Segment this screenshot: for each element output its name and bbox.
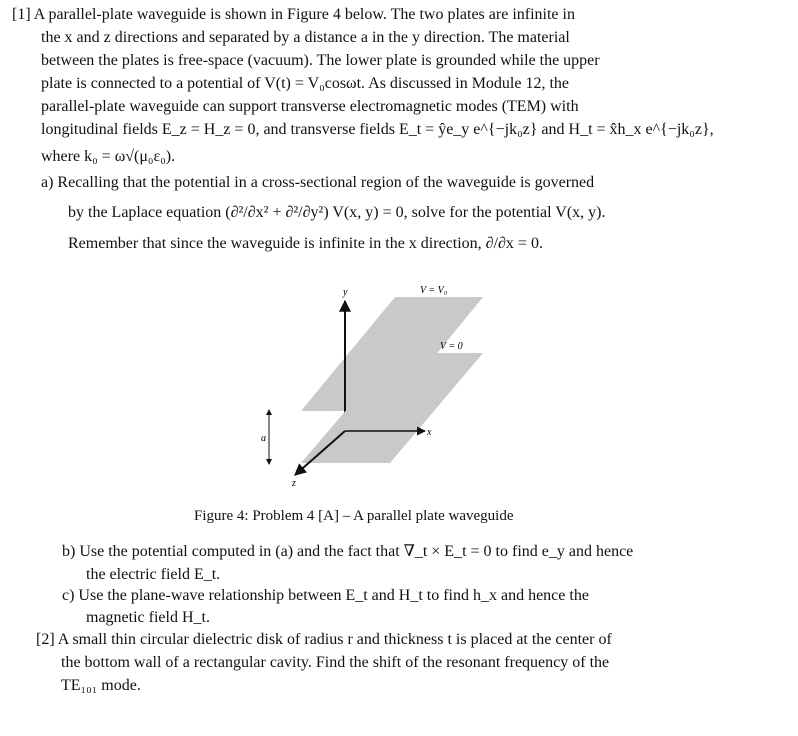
figure-caption: Figure 4: Problem 4 [A] – A parallel plate waveguide bbox=[194, 508, 514, 524]
p1-line-2: the x and z directions and separated by a distance a in the y direction. The material bbox=[41, 29, 570, 46]
label-z: z bbox=[292, 478, 296, 489]
p1-line-7: where k₀ = ω√(μ₀ε₀). bbox=[41, 148, 176, 165]
part-b-line-2: the electric field E_t. bbox=[86, 566, 221, 583]
p1-line-6: longitudinal fields E_z = H_z = 0, and transverse fields E_t = ŷe_y e^{−jk₀z} and H_t = x̂h_x e^{−jk₀z}, bbox=[41, 121, 714, 138]
label-v-top: V = V₀ bbox=[420, 285, 448, 296]
waveguide-figure bbox=[255, 283, 495, 493]
p2-line-1: [2] A small thin circular dielectric disk of radius r and thickness t is placed at the center of bbox=[36, 631, 612, 648]
p1-line-1: [1] A parallel-plate waveguide is shown in Figure 4 below. The two plates are infinite in bbox=[12, 6, 575, 23]
label-y: y bbox=[343, 287, 348, 298]
p2-line-2: the bottom wall of a rectangular cavity. Find the shift of the resonant frequency of the bbox=[61, 654, 610, 671]
p2-line-3: TE₁₀₁ mode. bbox=[61, 677, 141, 694]
part-a-line-3: Remember that since the waveguide is infinite in the x direction, ∂/∂x = 0. bbox=[68, 235, 543, 252]
label-v-bottom: V = 0 bbox=[440, 341, 463, 352]
label-a: a bbox=[261, 433, 266, 444]
p1-line-5: parallel-plate waveguide can support transverse electromagnetic modes (TEM) with bbox=[41, 98, 579, 115]
label-x: x bbox=[427, 427, 432, 438]
part-a-line-1: a) Recalling that the potential in a cross-sectional region of the waveguide is governed bbox=[41, 174, 595, 191]
part-a-line-2: by the Laplace equation (∂²/∂x² + ∂²/∂y²) V(x, y) = 0, solve for the potential V(x, y). bbox=[68, 204, 606, 221]
part-b-line-1: b) Use the potential computed in (a) and the fact that ∇_t × E_t = 0 to find e_y and hence bbox=[62, 543, 634, 560]
part-c-line-1: c) Use the plane-wave relationship between E_t and H_t to find h_x and hence the bbox=[62, 587, 589, 604]
p1-line-4: plate is connected to a potential of V(t) = V₀cosωt. As discussed in Module 12, the bbox=[41, 75, 570, 92]
part-c-line-2: magnetic field H_t. bbox=[86, 609, 210, 626]
p1-line-3: between the plates is free-space (vacuum). The lower plate is grounded while the upper bbox=[41, 52, 600, 69]
